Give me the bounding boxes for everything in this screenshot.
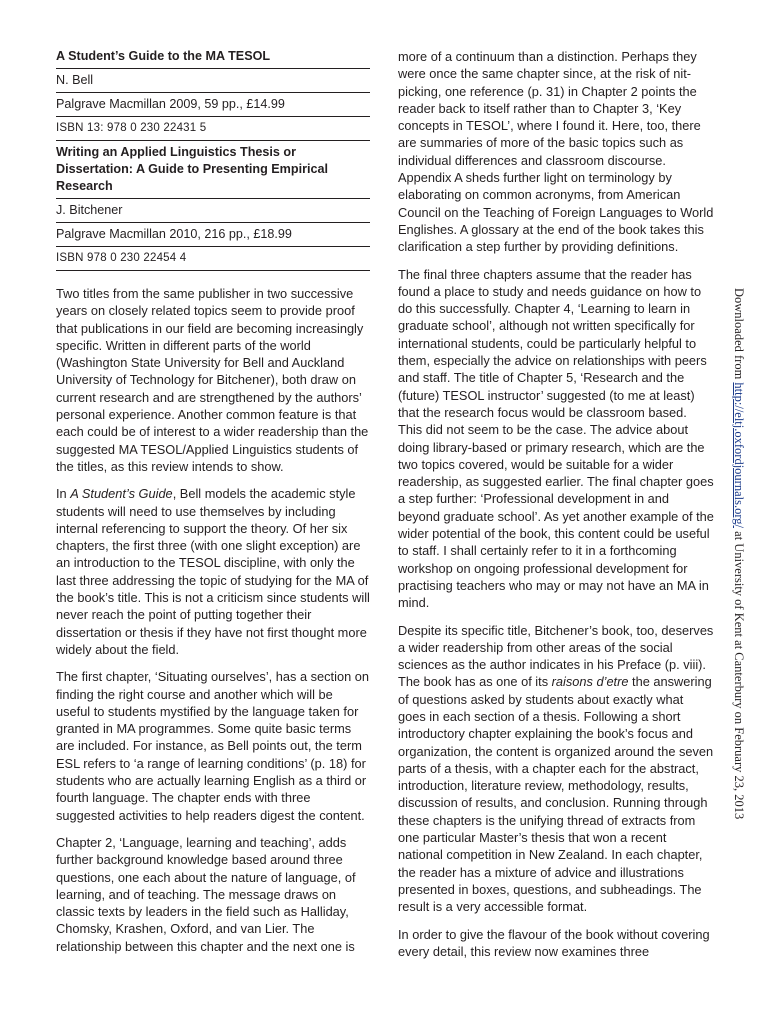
body-paragraph: Two titles from the same publisher in two successive years on closely related topics seem to provide proof that publications in our field are becoming increasingly specific. Written in different parts of the world (Washington State University for Bell and Auckland University of Technology for Bitchener), both draw on current research and are strengthened by the authors’ personal experience. Another common feature is that each could be of interest to a wider readership than the suggested MA TESOL/Applied Linguistics students of the titles, as this review intends to show. xyxy=(56,286,369,474)
book-title-italic: A Student’s Guide xyxy=(70,486,173,502)
paragraph-text: , Bell models the academic style students will need to use themselves by including internal referencing to support the theory. Of her six chapters, the first three (with one slight exception) are an introduction to the TESOL discipline, with only the last three addressing the topic of studying for the MA of the book’s title. This is not a criticism since students will never reach the point of putting together their dissertation or thesis if they have not first thought more widely about the field. xyxy=(56,486,370,657)
body-paragraph: The final three chapters assume that the reader has found a place to study and needs guidance on how to do this successfully. Chapter 4, ‘Learning to learn in graduate school’, although not written specifically for international students, could be particularly helpful to them, especially the advice on relationships with peers and staff. The title of Chapter 5, ‘Research and the (future) TESOL instructor’ suggested (to me at least) that the research focus would be classroom based. This did not seem to be the case. The advice about doing library-based or primary research, which are the two topics covered, would be suitable for a wider readership, as suggested earlier. The final chapter goes a step further: ‘Professional development in and beyond graduate school’. As yet another example of the wider potential of the book, this content could be useful to staff. I shall certainly refer to it in a forthcoming workshop on ongoing professional development for practising teachers who may or may not have an MA in mind. xyxy=(398,266,714,611)
right-column xyxy=(398,48,714,970)
book1-publisher: Palgrave Macmillan 2009, 59 pp., £14.99 xyxy=(56,92,370,116)
body-paragraph xyxy=(56,485,370,658)
paragraph-text: Despite its specific title, Bitchener’s book, too, deserves a wider readership from other areas of the social sciences as the author indicates in his Preface (p. viii). The book has as one of its xyxy=(398,622,714,690)
body-paragraph: more of a continuum than a distinction. Perhaps they were once the same chapter since, at the risk of nit-picking, one reference (p. 31) in Chapter 2 points the reader back to itself rather than to Chapter 3, ‘Key concepts in TESOL’, where I found it. Here, too, there are summaries of more of the basic topics such as individual differences and classroom discourse. Appendix A sheds further light on terminology by elaborating on common acronyms, from American Council on the Teaching of Foreign Languages to World Englishes. A glossary at the end of the book takes this clarification a step further by providing definitions. xyxy=(398,49,714,255)
body-paragraph xyxy=(398,622,714,916)
book1-author: N. Bell xyxy=(56,68,370,92)
book1-isbn: ISBN 13: 978 0 230 22431 5 xyxy=(56,116,370,140)
book2-publisher: Palgrave Macmillan 2010, 216 pp., £18.99 xyxy=(56,222,370,246)
book2-isbn: ISBN 978 0 230 22454 4 xyxy=(56,246,370,270)
body-paragraph: Chapter 2, ‘Language, learning and teaching’, adds further background knowledge based around three questions, one each about the nature of language, of learning, and of teaching. The message draws on classic texts by leaders in the field such as Halliday, Chomsky, Krashen, Oxford, and van Lier. The relationship between this chapter and the next one is xyxy=(56,834,356,954)
body-paragraph: The first chapter, ‘Situating ourselves’, has a section on finding the right course and another which will be useful to students mystified by the language taken for granted in MA programmes. Some quite basic terms are included. For instance, as Bell points out, the term ESL refers to ‘a range of learning conditions’ (p. 18) for students who are actually learning English as a third or fourth language. The chapter ends with three suggested activities to help readers digest the content. xyxy=(56,669,369,823)
paragraph-text: the answering of questions asked by students about exactly what goes in each section of a thesis. Following a short introductory chapter explaining the book’s focus and organization, the content is organized around the seven parts of a thesis, with a chapter each for the abstract, introduction, literature review, methodology, results, discussion of results, and conclusion. Running through these chapters is the unifying thread of extracts from one particular Master’s thesis that won a recent national competition in New Zealand. In each chapter, the reader has a mixture of advice and illustrations presented in boxes, questions, and subheadings. The result is a very accessible format. xyxy=(398,674,714,915)
latin-phrase-italic: raisons d’etre xyxy=(551,674,629,690)
paragraph-text: In xyxy=(56,486,71,502)
book2-title: Writing an Applied Linguistics Thesis or Dissertation: A Guide to Presenting Empirical Research xyxy=(56,140,370,198)
body-paragraph: In order to give the flavour of the book without covering every detail, this review now examines three xyxy=(398,926,710,959)
book1-title: A Student’s Guide to the MA TESOL xyxy=(56,49,271,63)
book2-author: J. Bitchener xyxy=(56,198,370,222)
download-watermark xyxy=(729,288,749,828)
watermark-suffix: at University of Kent at Canterbury on February 23, 2013 xyxy=(732,528,746,820)
watermark-prefix: Downloaded from xyxy=(732,288,746,383)
bibliographic-details xyxy=(56,48,370,271)
left-column xyxy=(56,48,370,965)
journal-link[interactable]: http://eltj.oxfordjournals.org/ xyxy=(732,382,746,529)
